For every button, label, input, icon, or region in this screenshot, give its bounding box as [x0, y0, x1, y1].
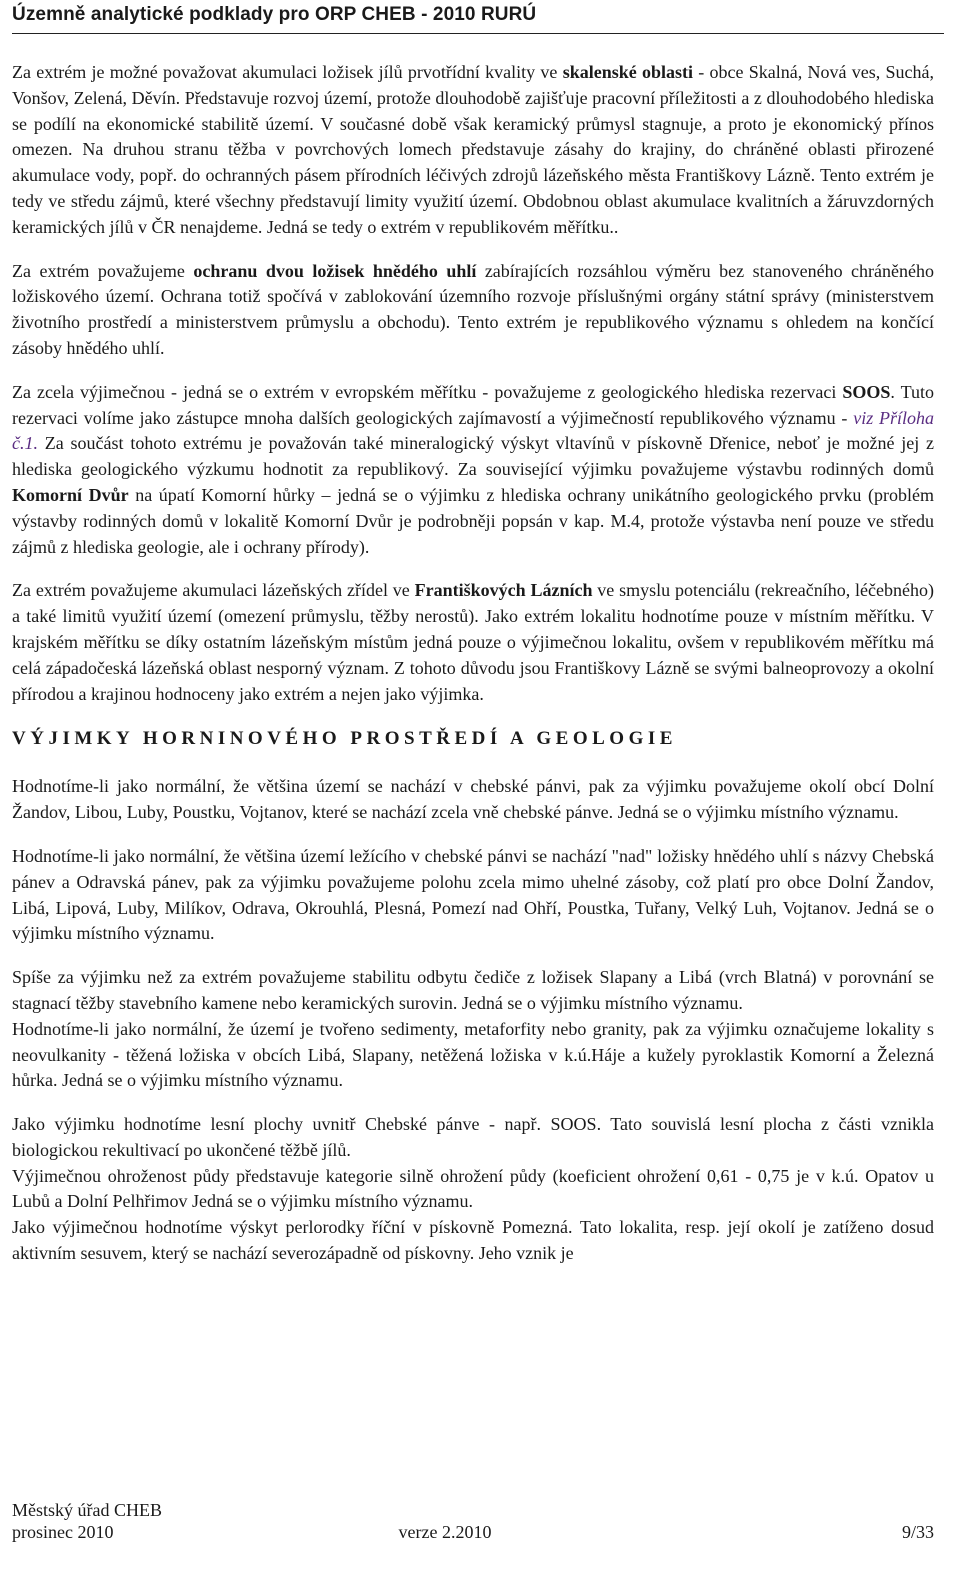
bold-term: Komorní Dvůr: [12, 484, 129, 505]
document-body: [12, 60, 934, 1267]
paragraph-skalenska: Za extrém je možné považovat akumulaci ložisek jílů prvotřídní kvality ve skalenské oblasti - obce Skalná, Nová ves, Suchá, Vonšov, Zelená, Děvín. Představuje rozvoj území, protože dlouhodobě zajišťuje pracovní příležitosti a z dlouhodobého hlediska se podílí na ekonomické stabilitě území. V současné době však keramický průmysl stagnuje, a proto je ekonomický přínos omezen. Na druhou stranu těžba v povrchových lomech představuje zásahy do krajiny, do chráněné oblasti přirozené akumulace vody, popř. do ochranných pásem přírodních léčivých zdrojů lázeňského města Františkovy Lázně. Tento extrém je tedy ve středu zájmů, které všechny představují limity využití území. Obdobnou oblast akumulace kvalitních a žáruvzdorných keramických jílů v ČR nenajdeme. Jedná se tedy o extrém v republikovém měřítku..: [12, 62, 934, 237]
paragraph: Hodnotíme-li jako normální, že většina území ležícího v chebské pánvi se nachází "nad" ložisky hnědého uhlí s názvy Chebská pánev a Odravská pánev, pak za výjimku považujeme polohu zcela mimo uhelné zásoby, což platí pro obce Dolní Žandov, Libá, Lipová, Luby, Milíkov, Odrava, Okrouhlá, Plesná, Pomezí nad Ohří, Poustka, Tuřany, Velký Luh, Vojtanov. Jedná se o výjimku místního významu.: [12, 845, 934, 944]
paragraph: Jako výjimečnou hodnotíme výskyt perlorodky říční v pískovně Pomezná. Tato lokalita, resp. její okolí je zatíženo dosud aktivním sesuvem, který se nachází severozápadně od pískovny. Jeho vznik je: [12, 1217, 934, 1264]
paragraph: Hodnotíme-li jako normální, že území je tvořeno sedimenty, metaforfity nebo granity, pak za výjimku označujeme lokality s neovulkanity - těžená ložiska v obcích Libá, Slapany, netěžená ložiska v k.ú.Háje a kužely pyroklastik Komorní a Železná hůrka. Jedná se o výjimku místního významu.: [12, 1018, 934, 1091]
bold-term: skalenské oblasti: [562, 62, 693, 82]
paragraph-soos: Za zcela výjimečnou - jedná se o extrém v evropském měřítku - považujeme z geologického hlediska rezervaci SOOS. Tuto rezervaci volíme jako zástupce mnoha dalších geologických zajímavostí a výjimečností republikového významu - viz Příloha č.1. Za součást tohoto extrému je považován také mineralogický výskyt vltavínů v pískovně Dřenice, neboť je možné jej z hlediska geologického výzkumu hodnotit za republikový. Za související výjimku považujeme výstavbu rodinných domů Komorní Dvůr na úpatí Komorní hůrky – jedná se o výjimku z hlediska ochrany unikátního geologického prvku (problém výstavby rodinných domů v lokalitě Komorní Dvůr je podrobněji popsán v kap. M.4, protože výstavba není pouze ve středu zájmů z hlediska geologie, ale i ochrany přírody).: [12, 381, 935, 557]
footer-page-number: 9/33: [901, 1522, 934, 1542]
paragraph: Spíše za výjimku než za extrém považujeme stabilitu odbytu čediče z ložisek Slapany a Libá (vrch Blatná) v porovnání se stagnací těžby stavebního kamene nebo keramických surovin. Jedná se o výjimku místního významu.: [12, 967, 934, 1013]
bold-term: Františkových Lázních: [414, 580, 593, 601]
footer-date: prosinec 2010: [12, 1522, 114, 1542]
bold-term: SOOS: [842, 381, 891, 402]
page-footer: [12, 1499, 934, 1543]
appendix-reference: viz Příloha č.1.: [12, 407, 935, 454]
paragraph-uhli: Za extrém považujeme ochranu dvou ložisek hnědého uhlí zabírajících rozsáhlou výměru bez stanoveného chráněného ložiskového území. Ochrana totiž spočívá v zablokování územního rozvoje příslušnými orgány státní správy (ministerstvem životního prostředí a ministerstvem průmyslu a obchodu). Tento extrém je republikového významu s ohledem na končící zásoby hnědého uhlí.: [12, 260, 935, 358]
paragraph: Hodnotíme-li jako normální, že většina území se nachází v chebské pánvi, pak za výjimku považujeme okolí obcí Dolní Žandov, Libou, Luby, Poustku, Vojtanov, které se nachází zcela vně chebské pánve. Jedná se o výjimku místního významu.: [12, 776, 934, 823]
footer-row: [12, 1521, 934, 1543]
paragraph-lazne: Za extrém považujeme akumulaci lázeňských zřídel ve Františkových Lázních ve smyslu potenciálu (rekreačního, léčebného) a také limitů využití území (omezení průmyslu, těžby nerostů). Jako extrém lokalitu hodnotíme pouze v místním měřítku. V krajském měřítku se díky ostatním lázeňským místům jedná pouze o výjimečnou lokalitu, ovšem v republikovém měřítku má celá západočeská lázeňská oblast nesporný význam. Z tohoto důvodu jsou Františkovy Lázně se svými balneoprovozy a okolní přírodou a krajinou hodnoceny jako extrém a nejen jako výjimka.: [12, 580, 934, 704]
paragraph: Jako výjimku hodnotíme lesní plochy uvnitř Chebské pánve - např. SOOS. Tato souvislá lesní plocha z části vznikla biologickou rekultivací po ukončené těžbě jílů.: [12, 1114, 934, 1160]
section-heading: VÝJIMKY HORNINOVÉHO PROSTŘEDÍ A GEOLOGIE: [12, 728, 677, 750]
paragraph: Výjimečnou ohroženost půdy představuje kategorie silně ohrožení půdy (koeficient ohrožení 0,61 - 0,75 je v k.ú. Opatov u Lubů a Dolní Pelhřimov Jedná se o výjimku místního významu.: [12, 1165, 934, 1212]
page-header: Územně analytické podklady pro ORP CHEB - 2010 RURÚ: [12, 4, 944, 34]
footer-version: verze 2.2010: [398, 1522, 492, 1542]
bold-term: ochranu dvou ložisek hnědého uhlí: [193, 260, 477, 281]
footer-office: Městský úřad CHEB: [12, 1500, 162, 1520]
